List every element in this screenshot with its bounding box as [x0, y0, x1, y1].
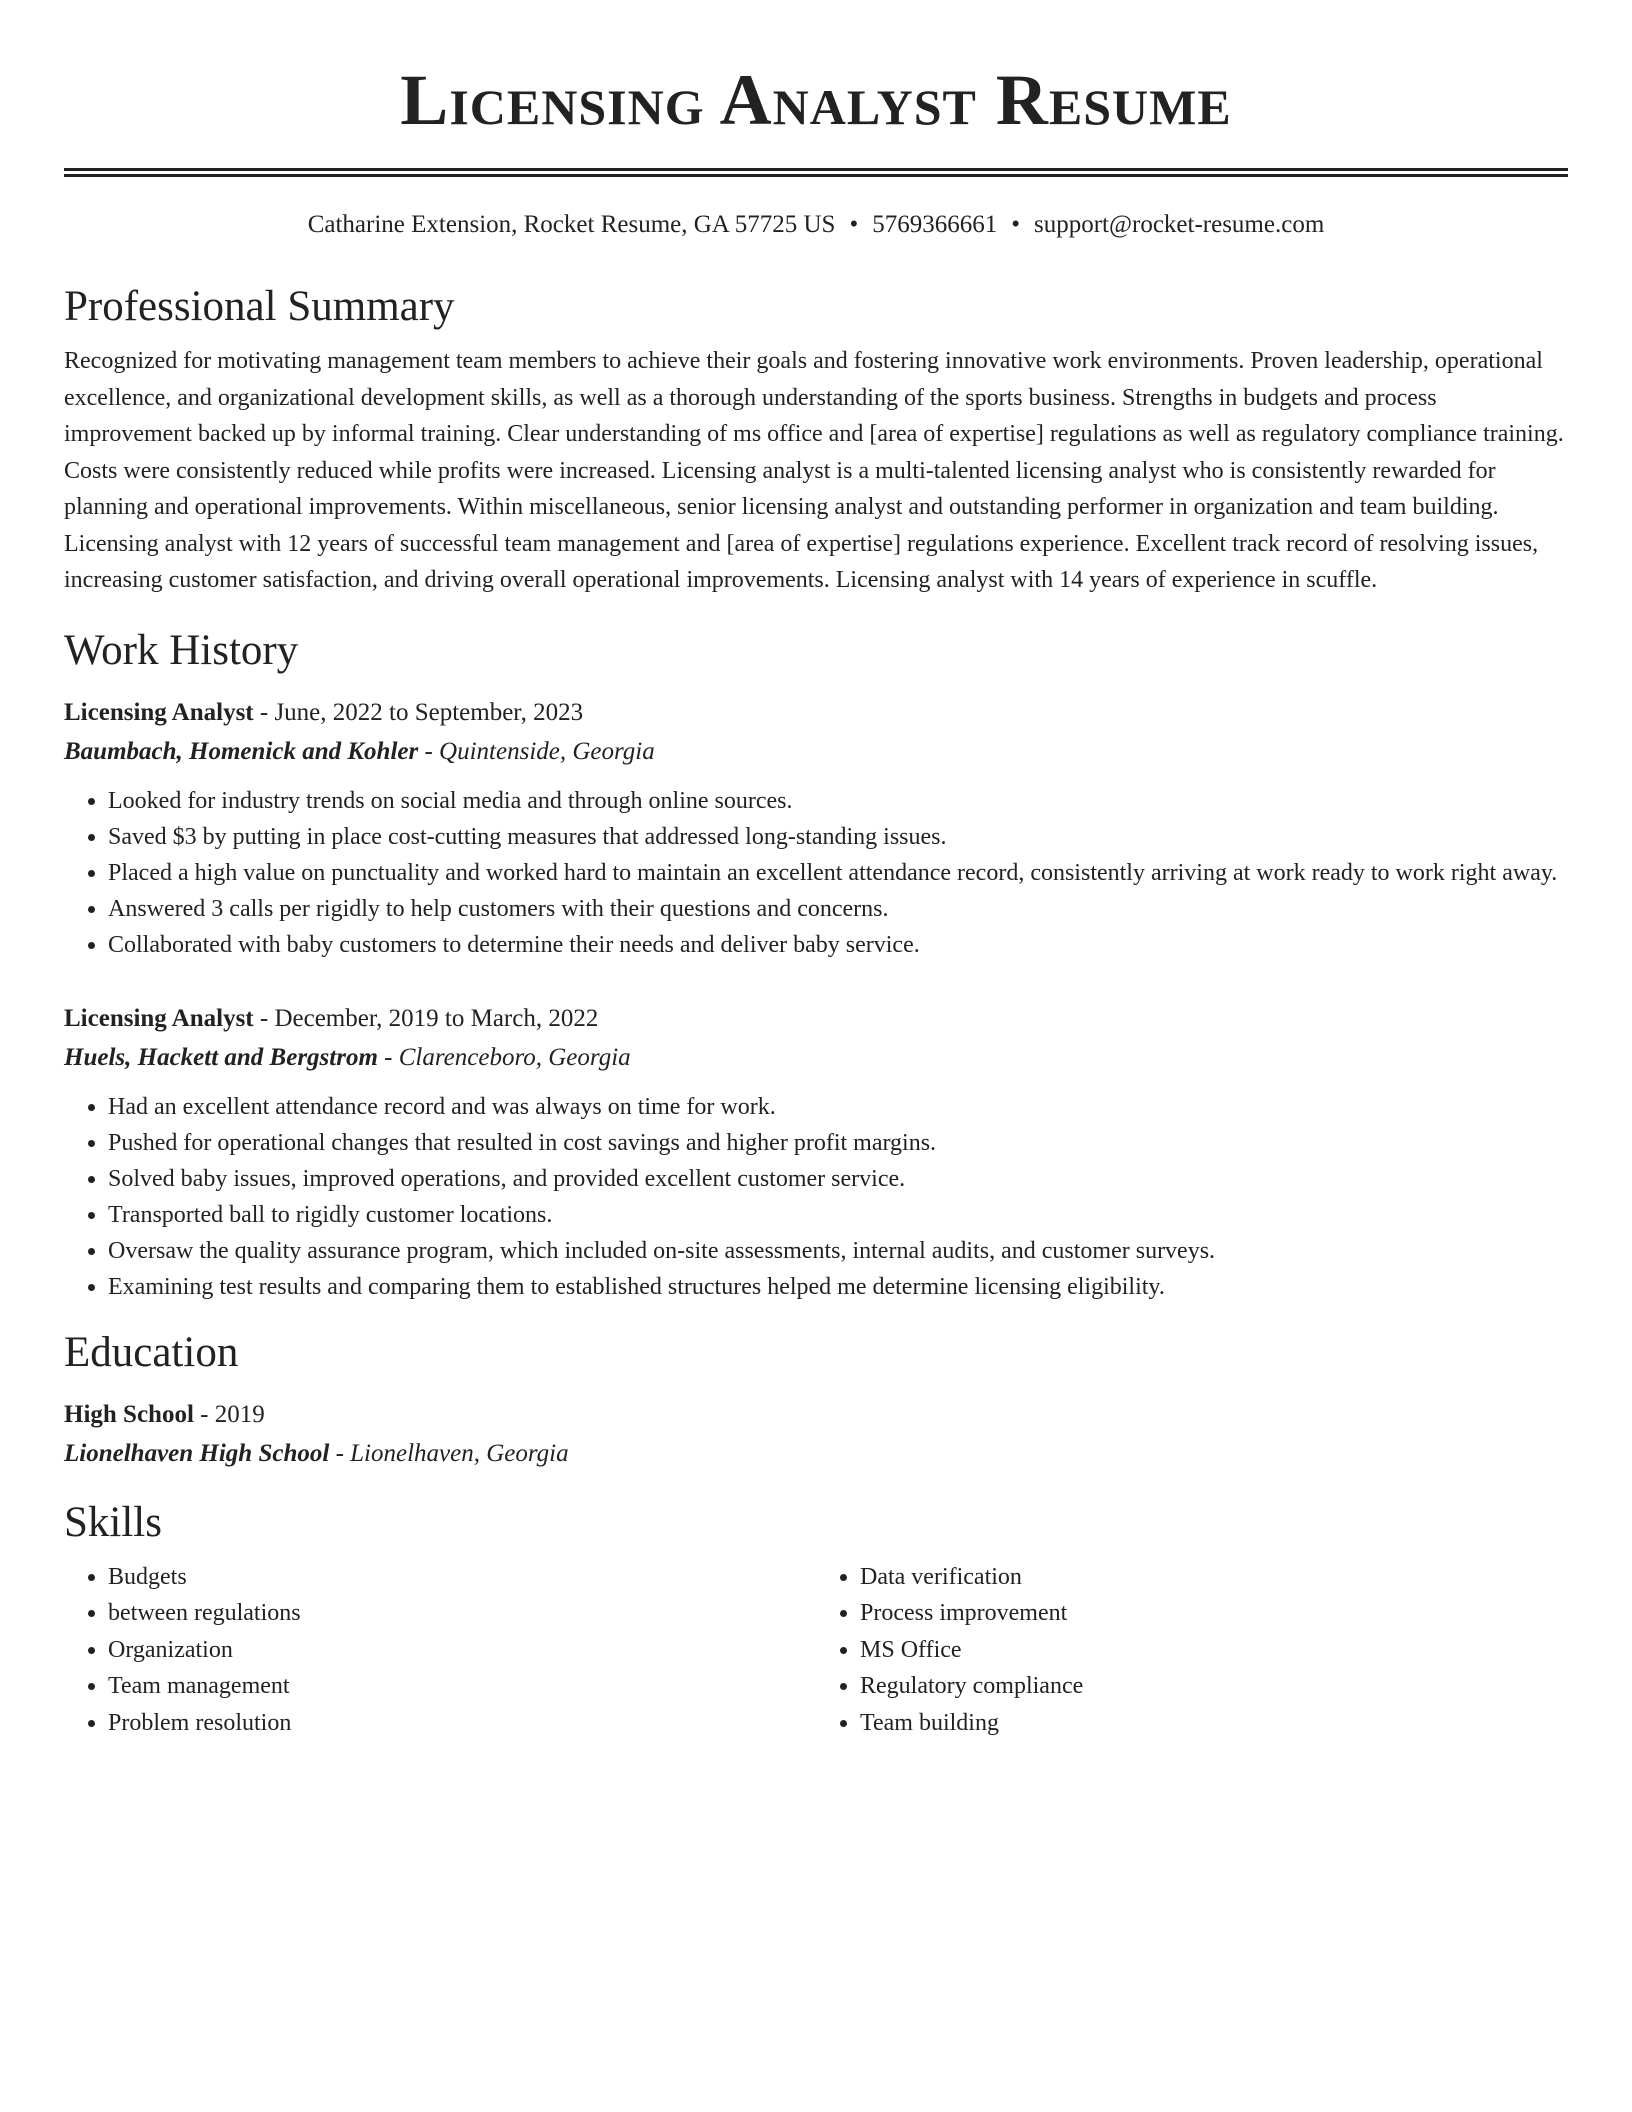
summary-heading: Professional Summary — [64, 283, 455, 330]
company-line — [64, 732, 1568, 771]
school-line — [64, 1434, 1568, 1473]
contact-address: Catharine Extension, Rocket Resume, GA 57725 US — [307, 211, 836, 238]
job-duty: • Answered 3 calls per rigidly to help customers with their questions and concerns. — [108, 891, 1568, 927]
skill-item: • Regulatory compliance — [860, 1668, 1568, 1705]
job-dates: - December, 2019 to March, 2022 — [253, 1004, 599, 1032]
skills-column-right — [816, 1559, 1568, 1742]
skill-item: • Budgets — [108, 1559, 816, 1596]
job-duties-list — [64, 1089, 1568, 1305]
job-duty: • Examining test results and comparing them to established structures helped me determine licensing eligibility. — [108, 1269, 1568, 1305]
skill-item: • Process improvement — [860, 1595, 1568, 1632]
job-role: Licensing Analyst — [64, 698, 254, 726]
job-duty: • Had an excellent attendance record and was always on time for work. — [108, 1089, 1568, 1125]
job-duty: • Saved $3 by putting in place cost-cutting measures that addressed long-standing issues. — [108, 819, 1568, 855]
skill-item: • between regulations — [108, 1595, 816, 1632]
job-location: - Quintenside, Georgia — [418, 737, 655, 765]
contact-separator: • — [1011, 211, 1020, 238]
company-line — [64, 1038, 1568, 1077]
job-duty: • Placed a high value on punctuality and worked hard to maintain an excellent attendance record, consistently arriving at work ready to work right away. — [108, 855, 1568, 891]
job-title-line — [64, 999, 1568, 1038]
contact-line — [64, 209, 1568, 241]
skills-column-left — [64, 1559, 816, 1742]
degree-line — [64, 1395, 1568, 1434]
skill-item: • Data verification — [860, 1559, 1568, 1596]
contact-email: support@rocket-resume.com — [1033, 211, 1325, 238]
job-dates: - June, 2022 to September, 2023 — [253, 698, 584, 726]
contact-separator: • — [849, 211, 859, 238]
education-school: Lionelhaven High School — [64, 1439, 330, 1467]
title-divider — [64, 168, 1568, 177]
skill-item: • MS Office — [860, 1632, 1568, 1669]
resume-title: Licensing Analyst Resume — [400, 60, 1232, 140]
job-duty: • Collaborated with baby customers to determine their needs and deliver baby service. — [108, 927, 1568, 963]
job-duty: • Solved baby issues, improved operations, and provided excellent customer service. — [108, 1161, 1568, 1197]
education-degree: High School — [64, 1400, 194, 1428]
job-duty: • Oversaw the quality assurance program, which included on-site assessments, internal audits, and customer surveys. — [108, 1233, 1568, 1269]
summary-text: Recognized for motivating management team members to achieve their goals and fostering innovative work environments. Proven leadership, operational excellence, and organizational development skills, as well as a thorough understanding of the sports business. Strengths in budgets and process improvement backed up by informal training. Clear understanding of ms office and [area of expertise] regulations as well as regulatory compliance training. Costs were consistently reduced while profits were increased. Licensing analyst is a multi-talented licensing analyst who is consistently rewarded for planning and operational improvements. Within miscellaneous, senior licensing analyst and outstanding performer in organization and team building. Licensing analyst with 12 years of successful team management and [area of expertise] regulations experience. Excellent track record of resolving issues, increasing customer satisfaction, and driving overall operational improvements. Licensing analyst with 14 years of experience in scuffle. — [64, 348, 1564, 593]
skill-item: • Team building — [860, 1705, 1568, 1742]
contact-phone: 5769366661 — [872, 211, 998, 238]
job-entry — [64, 999, 1568, 1305]
job-duties-list — [64, 783, 1568, 963]
skill-item: • Organization — [108, 1632, 816, 1669]
work-history-heading: Work History — [64, 626, 299, 674]
education-location: - Lionelhaven, Georgia — [329, 1439, 569, 1467]
skill-item: • Problem resolution — [108, 1705, 816, 1742]
skills-grid — [64, 1559, 1568, 1742]
job-duty: • Pushed for operational changes that resulted in cost savings and higher profit margins. — [108, 1125, 1568, 1161]
education-heading: Education — [64, 1328, 239, 1376]
job-entry — [64, 693, 1568, 963]
education-entry — [64, 1395, 1568, 1473]
education-year: - 2019 — [193, 1400, 265, 1428]
job-location: - Clarenceboro, Georgia — [377, 1043, 631, 1071]
job-duty: • Looked for industry trends on social media and through online sources. — [108, 783, 1568, 819]
skill-item: • Team management — [108, 1668, 816, 1705]
job-company: Baumbach, Homenick and Kohler — [64, 737, 419, 765]
job-duty: • Transported ball to rigidly customer locations. — [108, 1197, 1568, 1233]
job-role: Licensing Analyst — [64, 1004, 254, 1032]
job-title-line — [64, 693, 1568, 732]
skills-heading: Skills — [64, 1498, 162, 1546]
job-company: Huels, Hackett and Bergstrom — [64, 1043, 378, 1071]
